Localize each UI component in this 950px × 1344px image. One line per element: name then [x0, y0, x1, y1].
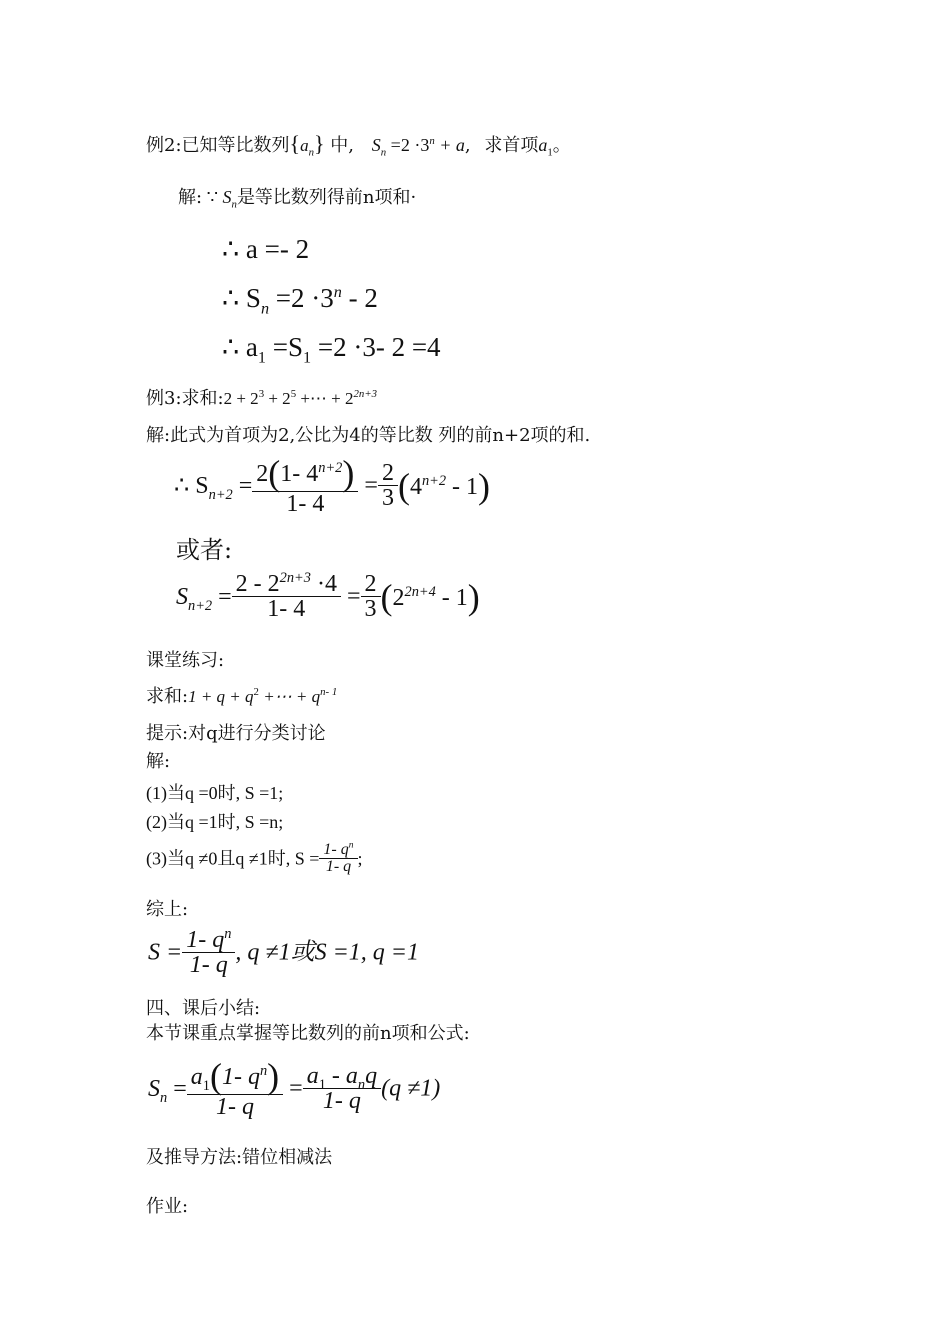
example2-suffix: 求首项 [484, 135, 539, 156]
practice-solution-label: 解: [146, 751, 171, 772]
summary-label: 综上: [146, 899, 189, 920]
example3-statement: 例3:求和:2 + $2^3 + 2^5$ +⋯ + $2^{2n+3}$ [146, 388, 378, 409]
alternative-formula: $S_{n+2}$ = $\frac{2 - 2^{2n+3} \cdot 4}{1- 4}$ = $\frac{2}{3}$ $(2^{2n+4} - 1)$ [176, 570, 480, 622]
alt-two-thirds-fraction: $\frac{2}{3}$ [361, 572, 381, 621]
solution3-text: 解:此式为首项为2,公比为4的等比数 列的前n+2项的和. [146, 425, 591, 446]
solution2-line2: ∴ $S_n =2 \cdot 3^n - 2$ [222, 283, 378, 318]
summary-fraction: $\frac{1- q^n}{1- q}$ [182, 928, 235, 977]
sum-formula: $S_n$ = $\frac{a_1(1- q^n)}{1- q}$ = $\frac{a_1 - a_nq}{1- q}$ (q ≠1) [148, 1056, 441, 1120]
practice-sum: 求和:1 + $q + q^2$ +⋯ + $q^{n- 1}$ [146, 686, 338, 707]
case-3: (3)当q ≠0且q ≠1时, S = $\frac{1- q^n}{1- q}$ ; [146, 839, 363, 875]
example2-comma: , [464, 135, 471, 156]
first-term: a [538, 135, 548, 155]
example2-prefix: 例2:已知等比数列 [146, 135, 290, 156]
solution2-label: 解: [178, 187, 203, 208]
solution3-fraction: $\frac{2(1- 4^{n+2})}{1- 4}$ [252, 455, 358, 516]
sum-formula-fraction2: $\frac{a_1 - a_nq}{1- q}$ [303, 1064, 381, 1113]
conclusion-text: 本节课重点掌握等比数列的前n项和公式: [146, 1023, 470, 1044]
example2-formula: $S_n =2 \cdot 3^n + a$ [371, 135, 465, 159]
solution2-line1: ∴ a =- 2 [222, 234, 310, 264]
or-label: 或者: [176, 536, 233, 564]
right-brace-symbol: } [314, 131, 325, 156]
case-1: (1)当q =0时, S =1; [146, 783, 284, 803]
example2-statement: 例2:已知等比数列$\{a_n\}$ 中, $S_n =2 \cdot 3^n + a$, 求首项$a_1$。 [146, 131, 571, 159]
solution3-formula: ∴ $S_{n+2}$ = $\frac{2(1- 4^{n+2})}{1- 4}$ = $\frac{2}{3}$ $(4^{n+2} - 1)$ [174, 453, 491, 517]
summary-formula: S = $\frac{1- q^n}{1- q}$ , q ≠1或S =1, q =1 [148, 926, 419, 978]
example2-mid: 中, [330, 135, 355, 156]
sequence-sub: n [308, 146, 314, 159]
two-thirds-fraction: $\frac{2}{3}$ [378, 461, 398, 510]
conclusion-title: 四、课后小结: [146, 998, 261, 1019]
practice-hint: 提示:对q进行分类讨论 [146, 723, 326, 744]
left-brace-symbol: { [289, 131, 301, 156]
alternative-fraction: $\frac{2 - 2^{2n+3} \cdot 4}{1- 4}$ [232, 572, 341, 621]
practice-title: 课堂练习: [146, 650, 225, 671]
derivation-method: 及推导方法:错位相减法 [146, 1147, 333, 1168]
homework-label: 作业: [146, 1196, 189, 1217]
solution2-intro: 解: ∵ $S_n$是等比数列得前n项和· [178, 187, 417, 211]
sequence-var: a [300, 136, 309, 155]
case3-fraction: $\frac{1- q^n}{1- q}$ [319, 842, 357, 875]
sum-formula-fraction1: $\frac{a_1(1- q^n)}{1- q}$ [187, 1058, 283, 1119]
case-2: (2)当q =1时, S =n; [146, 812, 284, 832]
solution2-line3: ∴ $a_1 =S_1 =2 \cdot 3-$ 2 =4 [222, 332, 441, 367]
